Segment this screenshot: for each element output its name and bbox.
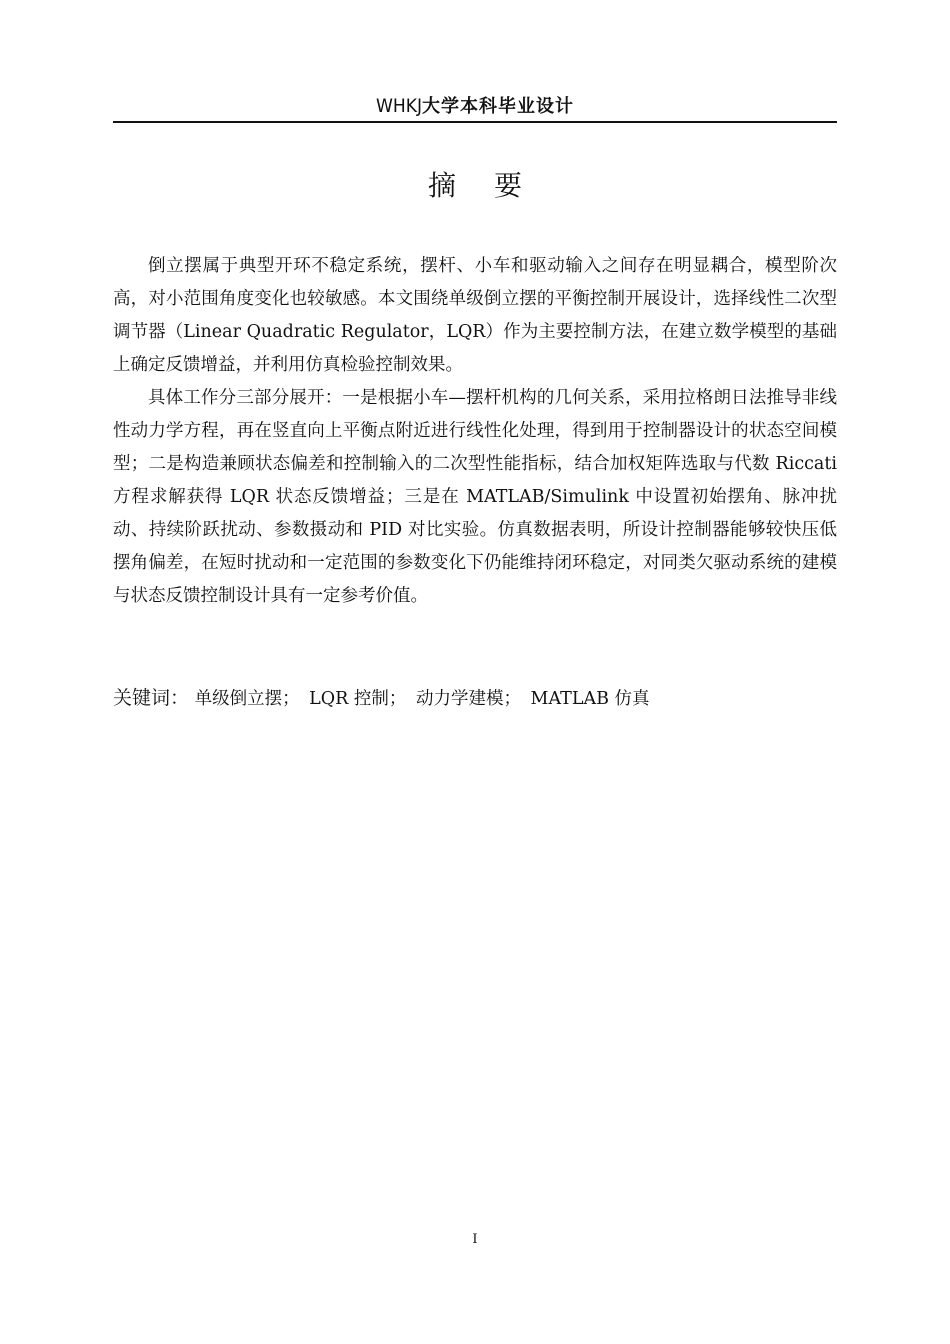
abstract-title: 摘要 bbox=[427, 169, 560, 202]
header-rule bbox=[113, 121, 837, 123]
abstract-paragraph-2: 具体工作分三部分展开：一是根据小车—摆杆机构的几何关系，采用拉格朗日法推导非线性动力学方程，再在竖直向上平衡点附近进行线性化处理，得到用于控制器设计的状态空间模型；二是构造兼顾状态偏差和控制输入的二次型性能指标，结合加权矩阵选取与代数 Riccati 方程求解获得 LQR 状态反馈增益；三是在 MATLAB/Simulink 中设置初始摆角、脉冲扰动、持续阶跃扰动、参数摄动和 PID 对比实验。仿真数据表明，所设计控制器能够较快压低摆角偏差，在短时扰动和一定范围的参数变化下仍能维持闭环稳定，对同类欠驱动系统的建模与状态反馈控制设计具有一定参考价值。 bbox=[113, 388, 837, 606]
abstract-body bbox=[113, 250, 837, 613]
keywords-line bbox=[113, 682, 837, 716]
page-number: I bbox=[472, 1232, 478, 1247]
header-latin: WHKJ bbox=[375, 95, 422, 117]
keyword-3: 动力学建模； bbox=[415, 689, 521, 709]
keyword-2: LQR 控制； bbox=[309, 689, 407, 709]
keyword-4: MATLAB 仿真 bbox=[530, 689, 650, 709]
running-header bbox=[113, 92, 837, 121]
abstract-paragraph-1: 倒立摆属于典型开环不稳定系统，摆杆、小车和驱动输入之间存在明显耦合，模型阶次高，对小范围角度变化也较敏感。本文围绕单级倒立摆的平衡控制开展设计，选择线性二次型调节器（Linear Quadratic Regulator，LQR）作为主要控制方法，在建立数学模型的基础上确定反馈增益，并利用仿真检验控制效果。 bbox=[113, 256, 837, 375]
header-cjk: 大学本科毕业设计 bbox=[422, 96, 574, 117]
keywords-label: 关键词： bbox=[113, 687, 190, 709]
keyword-1: 单级倒立摆； bbox=[194, 689, 300, 709]
